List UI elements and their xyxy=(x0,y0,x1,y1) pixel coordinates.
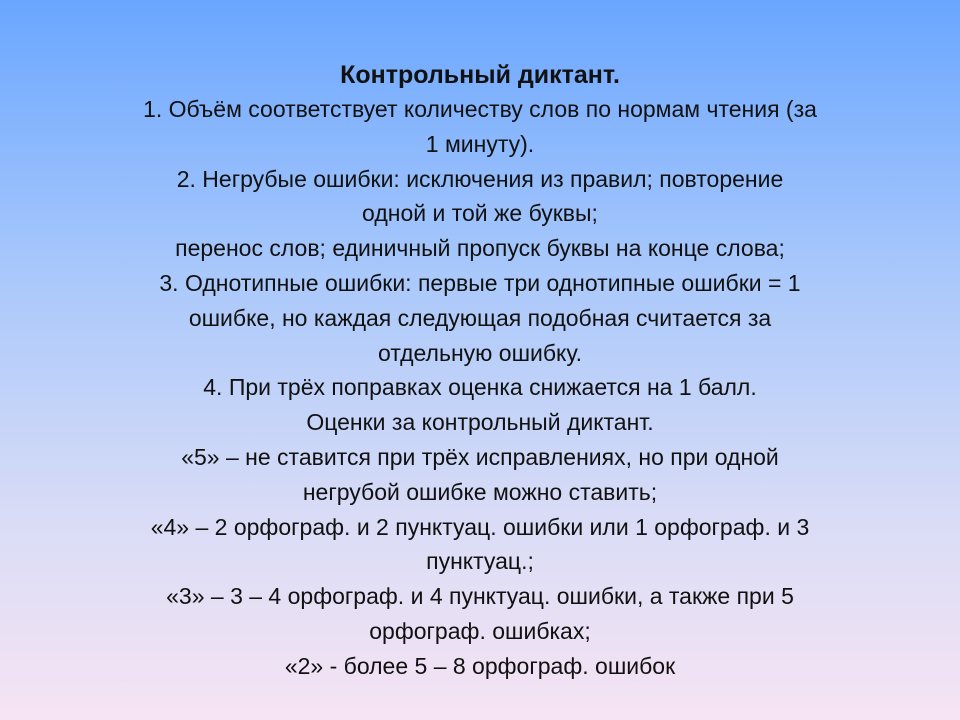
text-line: орфограф. ошибках; xyxy=(369,617,591,644)
text-line: Оценки за контрольный диктант. xyxy=(306,409,654,436)
text-line: 4. При трёх поправках оценка снижается на 1 балл. xyxy=(203,374,757,401)
slide-content xyxy=(70,58,890,684)
text-line: «3» – 3 – 4 орфограф. и 4 пунктуац. ошибки, а также при 5 xyxy=(166,583,794,610)
text-line: отдельную ошибку. xyxy=(378,339,582,366)
text-line: ошибке, но каждая следующая подобная считается за xyxy=(188,304,772,331)
text-line: «4» – 2 орфограф. и 2 пунктуац. ошибки или 1 орфограф. и 3 xyxy=(150,513,810,540)
text-line: пунктуац.; xyxy=(426,548,534,575)
text-line: «2» - более 5 – 8 орфограф. ошибок xyxy=(284,652,676,679)
slide-title: Контрольный диктант. xyxy=(340,61,620,89)
text-line: 3. Однотипные ошибки: первые три однотипные ошибки = 1 xyxy=(159,269,801,296)
text-line: 2. Негрубые ошибки: исключения из правил; повторение xyxy=(176,165,784,192)
text-line: негрубой ошибке можно ставить; xyxy=(302,478,658,505)
text-line: «5» – не ставится при трёх исправлениях, но при одной xyxy=(181,443,779,470)
text-line: 1 минуту). xyxy=(425,130,535,157)
text-line: одной и той же буквы; xyxy=(362,200,598,227)
text-line: 1. Объём соответствует количеству слов по нормам чтения (за xyxy=(143,96,817,122)
text-line: перенос слов; единичный пропуск буквы на конце слова; xyxy=(175,235,785,262)
